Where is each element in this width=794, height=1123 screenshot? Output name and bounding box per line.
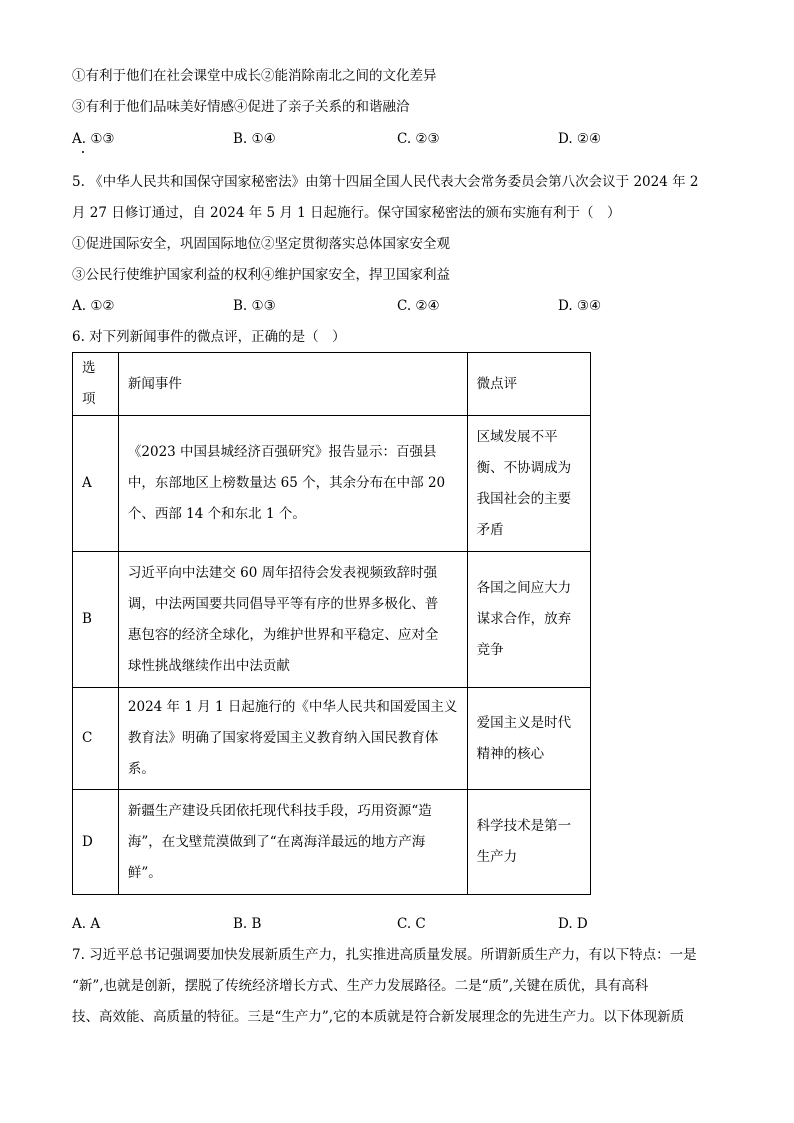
row-event: 2024 年 1 月 1 日起施行的《中华人民共和国爱国主义 教育法》明确了国家将爱国主义教育纳入国民教育体 系。	[118, 688, 467, 790]
table-header-row	[73, 353, 591, 416]
q5-statement-2: ③公民行使维护国家利益的权利④维护国家安全，捍卫国家利益	[72, 267, 450, 283]
row-option: D	[73, 790, 119, 895]
table-row	[73, 552, 591, 688]
q4-statement-2: ③有利于他们品味美好情感④促进了亲子关系的和谐融洽	[72, 99, 410, 115]
q4-option-d: D. ②④	[558, 131, 602, 147]
q5-statement-1: ①促进国际安全，巩固国际地位②坚定贯彻落实总体国家安全观	[72, 236, 450, 252]
row-option: B	[73, 552, 119, 688]
header-option: 选项	[73, 353, 119, 416]
q6-option-b: B. B	[233, 916, 262, 932]
row-option: C	[73, 688, 119, 790]
q5-option-b: B. ①③	[233, 298, 276, 314]
row-comment: 区域发展不平 衡、不协调成为 我国社会的主要 矛盾	[467, 416, 590, 552]
q4-option-a: A. ①③	[72, 131, 115, 147]
row-event: 习近平向中法建交 60 周年招待会发表视频致辞时强 调，中法两国要共同倡导平等有序的世界多极化、普 惠包容的经济全球化，为维护世界和平稳定、应对全 球性挑战继续作出中法贡献	[118, 552, 467, 688]
q4-option-b: B. ①④	[233, 131, 276, 147]
header-news-event: 新闻事件	[118, 353, 467, 416]
q5-stem-line-1: 5. 《中华人民共和国保守国家秘密法》由第十四届全国人民代表大会常务委员会第八次会议于 2024 年 2	[72, 174, 699, 190]
row-comment: 科学技术是第一 生产力	[467, 790, 590, 895]
table-row	[73, 416, 591, 552]
table-row	[73, 790, 591, 895]
q6-option-a: A. A	[72, 916, 101, 932]
q6-option-c: C. C	[397, 916, 426, 932]
q6-stem: 6. 对下列新闻事件的微点评，正确的是（ ）	[72, 329, 346, 345]
q7-stem-line-3: 技、高效能、高质量的特征。三是“生产力”,它的本质就是符合新发展理念的先进生产力。以下体现新质	[72, 1009, 685, 1025]
q7-stem-line-2: “新”,也就是创新，摆脱了传统经济增长方式、生产力发展路径。二是“质”,关键在质优，具有高科	[72, 978, 649, 994]
q5-option-d: D. ③④	[558, 298, 602, 314]
q5-option-a: A. ①②	[72, 298, 115, 314]
q5-option-c: C. ②④	[397, 298, 440, 314]
q6-option-d: D. D	[558, 916, 588, 932]
row-event: 《2023 中国县城经济百强研究》报告显示：百强县 中，东部地区上榜数量达 65 个，其余分布在中部 20 个、西部 14 个和东北 1 个。	[118, 416, 467, 552]
table-row	[73, 688, 591, 790]
header-comment: 微点评	[467, 353, 590, 416]
row-comment: 爱国主义是时代 精神的核心	[467, 688, 590, 790]
row-option: A	[73, 416, 119, 552]
row-comment: 各国之间应大力 谋求合作，放弃 竞争	[467, 552, 590, 688]
q7-stem-line-1: 7. 习近平总书记强调要加快发展新质生产力，扎实推进高质量发展。所谓新质生产力，有以下特点：一是	[72, 947, 697, 963]
q5-stem-line-2: 月 27 日修订通过，自 2024 年 5 月 1 日起施行。保守国家秘密法的颁布实施有利于（ ）	[72, 205, 621, 221]
row-event: 新疆生产建设兵团依托现代科技手段，巧用资源“造 海”，在戈壁荒漠做到了“在离海洋最远的地方产海 鲜”。	[118, 790, 467, 895]
q4-option-c: C. ②③	[397, 131, 440, 147]
stray-dot	[82, 151, 84, 153]
q6-table	[72, 352, 591, 895]
q4-statement-1: ①有利于他们在社会课堂中成长②能消除南北之间的文化差异	[72, 68, 437, 84]
